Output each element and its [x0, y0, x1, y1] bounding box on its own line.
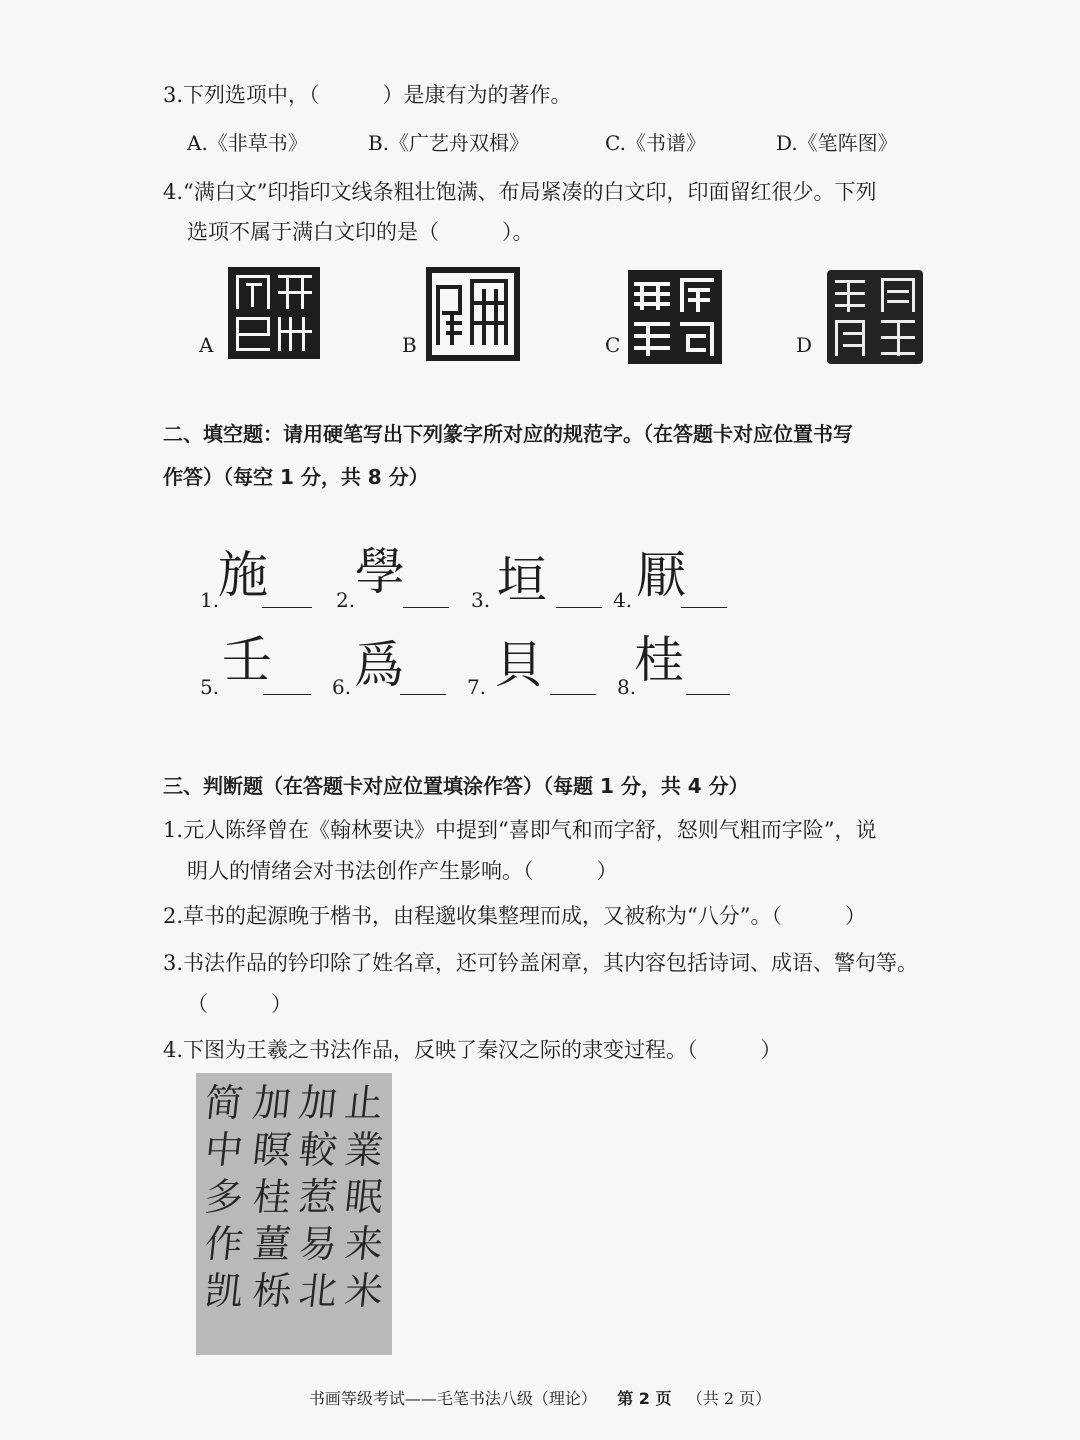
calligraphy-char: 米	[342, 1269, 386, 1313]
answer-blank[interactable]	[262, 607, 312, 608]
fill-item-number: 7.	[467, 675, 487, 699]
fill-item-number: 1.	[200, 588, 220, 612]
answer-blank[interactable]	[400, 694, 446, 695]
calligraphy-char: 北	[296, 1269, 340, 1313]
question-3-option-b: B.《广艺舟双楫》	[368, 131, 530, 155]
seal-b-image	[424, 265, 522, 363]
judge-question-3-line-2: （ ）	[187, 992, 292, 1016]
calligraphy-artwork-image	[196, 1073, 392, 1355]
seal-script-glyph: 施	[218, 546, 268, 604]
calligraphy-char: 易	[296, 1222, 340, 1266]
seal-a-label: A	[199, 333, 214, 357]
seal-c-image	[626, 268, 724, 366]
seal-script-glyph: 貝	[494, 636, 544, 694]
calligraphy-char: 多	[202, 1175, 246, 1219]
calligraphy-char: 惹	[296, 1175, 340, 1219]
judge-question-1-line-2: 明人的情绪会对书法创作产生影响。（ ）	[187, 859, 618, 883]
question-3-option-c: C.《书谱》	[605, 131, 706, 155]
seal-script-glyph: 壬	[222, 631, 272, 689]
footer-total-pages: （共 2 页）	[686, 1389, 772, 1408]
seal-script-glyph: 垣	[497, 551, 547, 609]
seal-d-label: D	[796, 333, 813, 357]
calligraphy-char: 来	[342, 1222, 386, 1266]
calligraphy-char: 薑	[250, 1222, 294, 1266]
calligraphy-char: 眠	[342, 1175, 386, 1219]
calligraphy-char: 瞑	[250, 1128, 294, 1172]
answer-blank[interactable]	[681, 607, 727, 608]
section-3-heading: 三、判断题（在答题卡对应位置填涂作答）（每题 1 分，共 4 分）	[163, 774, 749, 798]
answer-blank[interactable]	[403, 607, 449, 608]
fill-item-number: 3.	[471, 588, 491, 612]
judge-question-4: 4.下图为王羲之书法作品，反映了秦汉之际的隶变过程。（ ）	[163, 1038, 782, 1062]
question-3-option-d: D.《笔阵图》	[776, 131, 898, 155]
answer-blank[interactable]	[556, 607, 602, 608]
calligraphy-column	[202, 1081, 246, 1314]
page-footer	[0, 1386, 1080, 1409]
calligraphy-char: 栎	[250, 1269, 294, 1313]
calligraphy-char: 作	[202, 1222, 246, 1266]
question-4-line-1: 4.“满白文”印指印文线条粗壮饱满、布局紧凑的白文印，印面留红很少。下列	[163, 180, 877, 204]
fill-item-number: 4.	[613, 588, 633, 612]
fill-item-number: 8.	[617, 675, 637, 699]
calligraphy-char: 加	[296, 1081, 340, 1125]
fill-item-number: 6.	[332, 675, 352, 699]
calligraphy-column	[342, 1081, 386, 1314]
seal-script-glyph: 厭	[636, 546, 686, 604]
fill-item-number: 2.	[336, 588, 356, 612]
calligraphy-char: 简	[202, 1081, 246, 1125]
calligraphy-column	[296, 1081, 340, 1314]
judge-question-3-line-1: 3.书法作品的钤印除了姓名章，还可钤盖闲章，其内容包括诗词、成语、警句等。	[163, 951, 919, 975]
calligraphy-column	[250, 1081, 294, 1314]
answer-blank[interactable]	[263, 694, 311, 695]
answer-blank[interactable]	[550, 694, 596, 695]
footer-exam-title: 书画等级考试——毛笔书法八级（理论）	[308, 1389, 597, 1408]
seal-script-glyph: 爲	[354, 636, 404, 694]
seal-b-label: B	[402, 333, 417, 357]
seal-a-image	[226, 265, 322, 361]
calligraphy-char: 凯	[202, 1269, 246, 1313]
answer-blank[interactable]	[686, 694, 730, 695]
question-3-stem: 3.下列选项中，（ ）是康有为的著作。	[163, 83, 572, 107]
calligraphy-char: 止	[342, 1081, 386, 1125]
judge-question-2: 2.草书的起源晚于楷书，由程邈收集整理而成，又被称为“八分”。（ ）	[163, 904, 867, 928]
section-2-heading-line-2: 作答）（每空 1 分，共 8 分）	[163, 465, 429, 489]
section-2-heading-line-1: 二、填空题：请用硬笔写出下列篆字所对应的规范字。（在答题卡对应位置书写	[163, 422, 853, 446]
seal-c-label: C	[605, 333, 621, 357]
seal-d-image	[825, 268, 925, 366]
calligraphy-char: 較	[296, 1128, 340, 1172]
footer-page-number: 第 2 页	[617, 1389, 672, 1408]
calligraphy-char: 業	[342, 1128, 386, 1172]
seal-script-glyph: 桂	[634, 631, 684, 689]
calligraphy-char: 中	[202, 1128, 246, 1172]
question-3-option-a: A.《非草书》	[187, 131, 308, 155]
judge-question-1-line-1: 1.元人陈绎曾在《翰林要诀》中提到“喜即气和而字舒，怒则气粗而字险”，说	[163, 818, 877, 842]
seal-script-glyph: 學	[355, 543, 405, 601]
calligraphy-char: 加	[250, 1081, 294, 1125]
calligraphy-char: 桂	[250, 1175, 294, 1219]
fill-item-number: 5.	[200, 675, 220, 699]
question-4-line-2: 选项不属于满白文印的是（ ）。	[187, 220, 534, 244]
